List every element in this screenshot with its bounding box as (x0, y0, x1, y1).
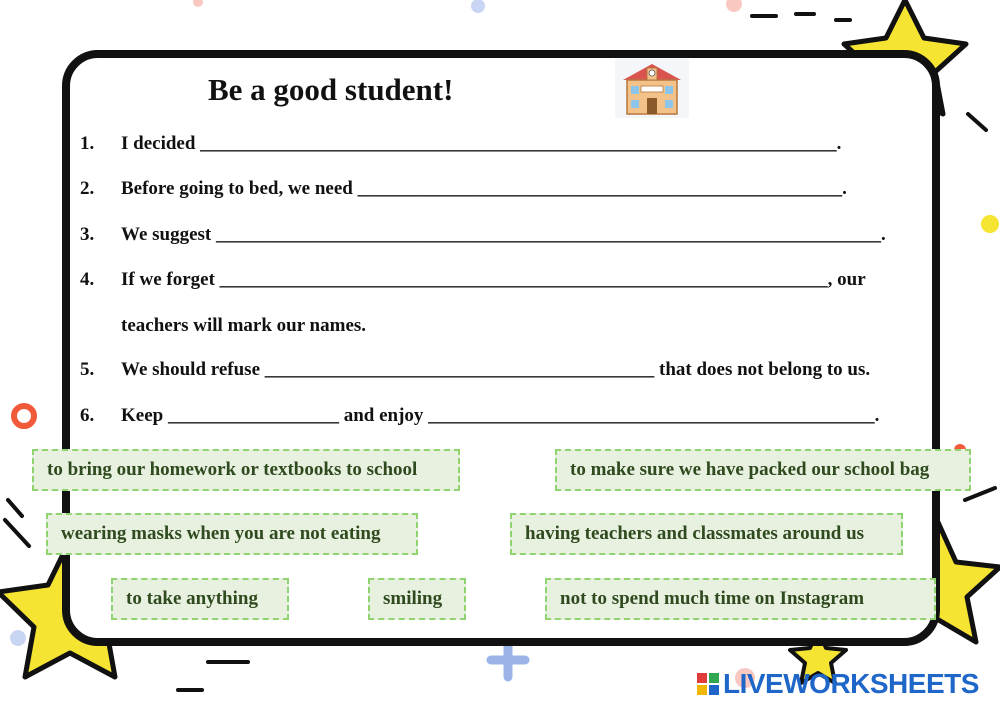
answer-option[interactable]: to take anything (111, 578, 289, 620)
question-number: 5. (80, 359, 95, 380)
answer-option[interactable]: smiling (368, 578, 466, 620)
question-5 (80, 359, 870, 381)
question-number: 2. (80, 178, 95, 199)
worksheet-title: Be a good student! (208, 72, 454, 107)
liveworksheets-logo (697, 668, 979, 700)
question-text: I decided ___________________________________________________________________. (121, 133, 842, 154)
question-1 (80, 133, 841, 155)
question-6 (80, 405, 879, 427)
question-4-continuation: teachers will mark our names. (121, 315, 367, 336)
ring-icon (14, 406, 34, 426)
question-4 (80, 269, 866, 291)
question-2 (80, 178, 847, 200)
question-text: If we forget ________________________________________________________________, our (121, 269, 866, 290)
answer-option[interactable]: wearing masks when you are not eating (46, 513, 418, 555)
answer-option[interactable]: not to spend much time on Instagram (545, 578, 936, 620)
question-text: We should refuse _________________________________________ that does not belong to us. (121, 359, 871, 380)
question-text: We suggest ______________________________________________________________________. (121, 224, 886, 245)
question-text: Keep __________________ and enjoy _______________________________________________. (121, 405, 880, 426)
question-text: Before going to bed, we need ___________________________________________________. (121, 178, 847, 199)
question-3 (80, 224, 886, 246)
brand-name: LIVEWORKSHEETS (723, 668, 979, 699)
question-number: 6. (80, 405, 95, 426)
question-number: 3. (80, 224, 95, 245)
liveworksheets-badge-icon (697, 673, 719, 695)
school-building-icon (615, 58, 689, 118)
plus-icon (491, 643, 525, 677)
question-number: 1. (80, 133, 95, 154)
answer-option[interactable]: to make sure we have packed our school bag (555, 449, 971, 491)
answer-option[interactable]: to bring our homework or textbooks to school (32, 449, 460, 491)
answer-option[interactable]: having teachers and classmates around us (510, 513, 903, 555)
question-number: 4. (80, 269, 95, 290)
